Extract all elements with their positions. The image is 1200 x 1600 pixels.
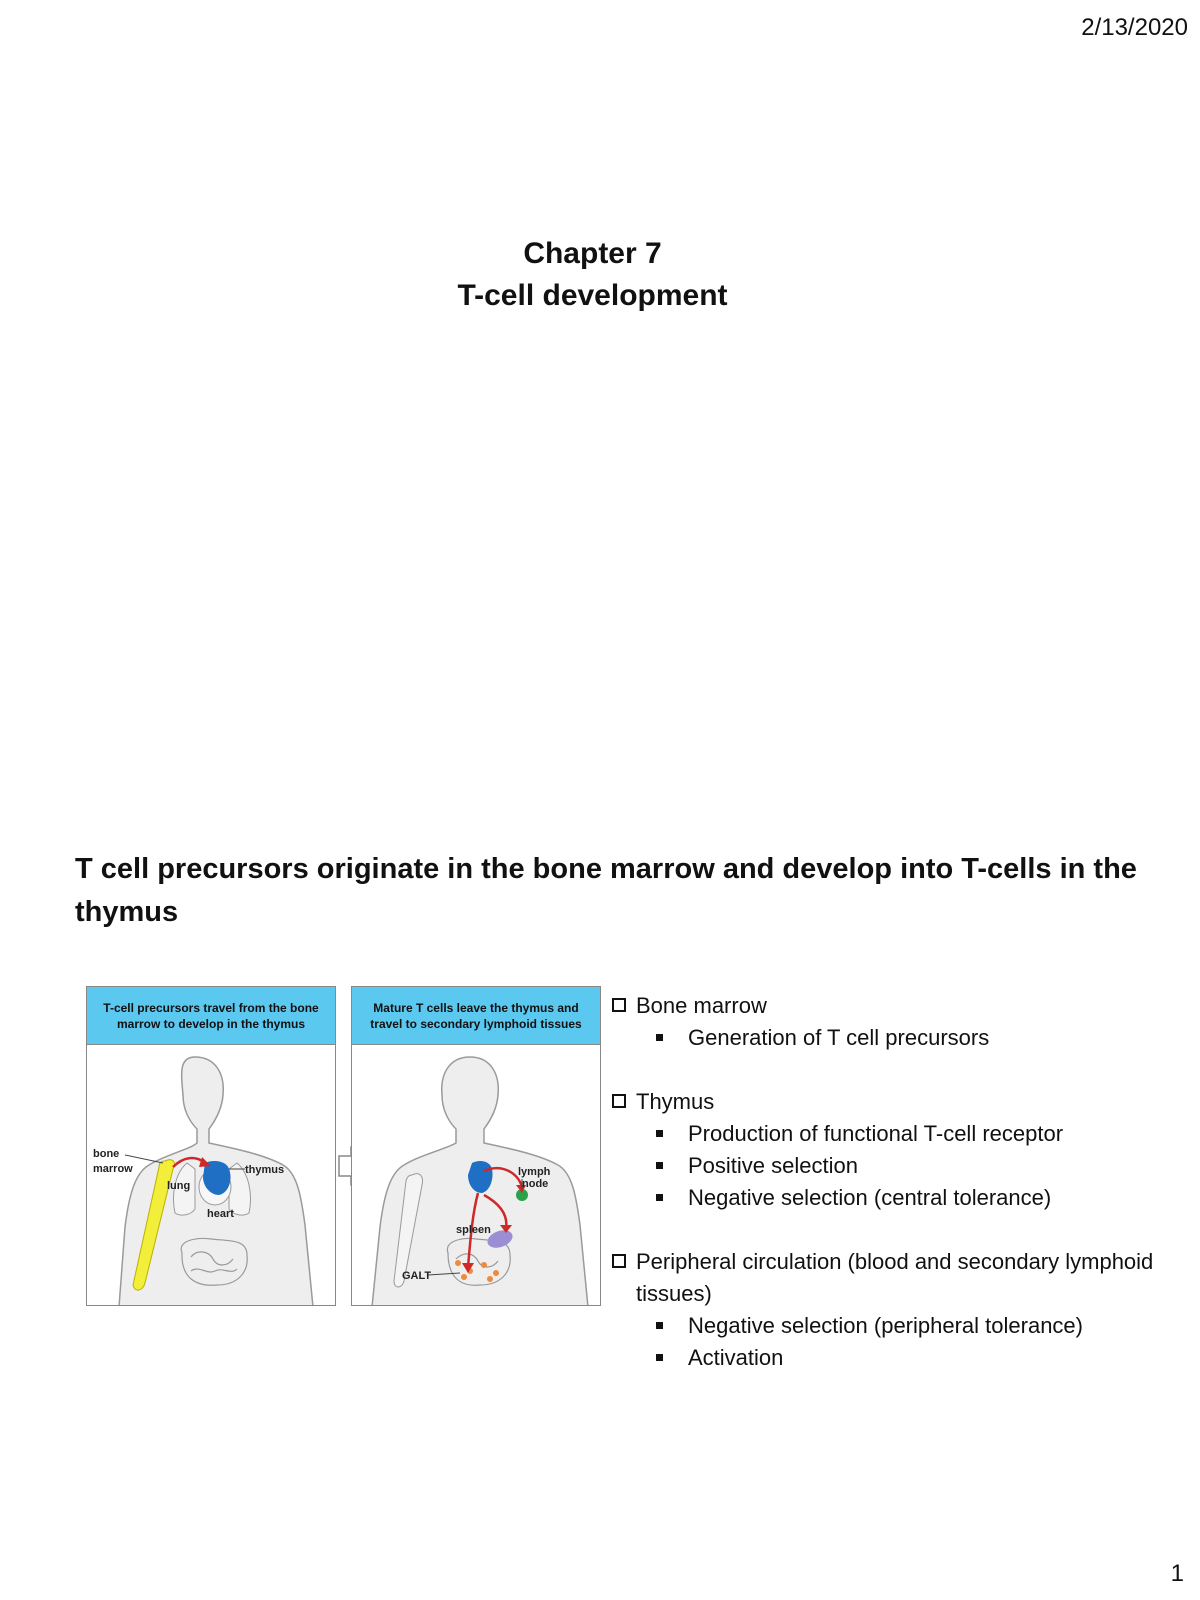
- sub-bullet: [612, 1022, 1192, 1054]
- label-thymus: thymus: [245, 1164, 285, 1176]
- label-spleen: spleen: [456, 1224, 491, 1236]
- body-diagram: [87, 1045, 336, 1306]
- slide1-title: [0, 233, 1185, 317]
- slide-date: 2/13/2020: [1081, 14, 1188, 41]
- slide2-title: T cell precursors originate in the bone marrow and develop into T-cells in the thymus: [75, 853, 1137, 928]
- label-bone: bone: [93, 1148, 120, 1160]
- bullet-group: [612, 1086, 1192, 1214]
- bullet-heading-text: Thymus: [636, 1089, 715, 1114]
- bullet-group: [612, 1246, 1192, 1374]
- bullet-heading-text: Peripheral circulation (blood and secondary lymphoid tissues): [636, 1249, 1154, 1306]
- label-marrow: marrow: [93, 1163, 133, 1175]
- sub-bullet-text: Negative selection (peripheral tolerance): [688, 1313, 1083, 1338]
- sub-bullet-text: Production of functional T-cell receptor: [688, 1121, 1064, 1146]
- page-number: 1: [1170, 1560, 1184, 1587]
- sub-bullet: [612, 1310, 1192, 1342]
- square-bullet-icon: [656, 1162, 663, 1169]
- checkbox-bullet-icon: [612, 998, 626, 1012]
- square-bullet-icon: [656, 1130, 663, 1137]
- figure-panel-mature-migration: [351, 986, 601, 1306]
- bullet-heading: [612, 1246, 1192, 1310]
- sub-bullet: [612, 1118, 1192, 1150]
- sub-bullet: [612, 1182, 1192, 1214]
- square-bullet-icon: [656, 1322, 663, 1329]
- label-galt: GALT: [402, 1270, 432, 1282]
- sub-bullet-text: Negative selection (central tolerance): [688, 1185, 1052, 1210]
- bullet-heading: [612, 990, 1192, 1022]
- checkbox-bullet-icon: [612, 1254, 626, 1268]
- label-node: node: [522, 1178, 549, 1190]
- bullet-group: [612, 990, 1192, 1054]
- sub-bullet-text: Generation of T cell precursors: [688, 1025, 990, 1050]
- body-diagram: [352, 1045, 601, 1306]
- square-bullet-icon: [656, 1034, 663, 1041]
- bullet-list: [612, 990, 1192, 1406]
- bullet-heading-text: Bone marrow: [636, 993, 767, 1018]
- label-heart: heart: [207, 1208, 234, 1220]
- panel-header: Mature T cells leave the thymus and travel to secondary lymphoid tissues: [352, 987, 600, 1045]
- square-bullet-icon: [656, 1354, 663, 1361]
- chapter-label: Chapter 7: [523, 237, 662, 270]
- label-lymph: lymph: [518, 1166, 551, 1178]
- sub-bullet-text: Positive selection: [688, 1153, 858, 1178]
- sub-bullet: [612, 1150, 1192, 1182]
- figure-panel-precursor-migration: [86, 986, 336, 1306]
- square-bullet-icon: [656, 1194, 663, 1201]
- sub-bullet: [612, 1342, 1192, 1374]
- bullet-heading: [612, 1086, 1192, 1118]
- chapter-topic: T-cell development: [457, 279, 728, 312]
- label-lung: lung: [167, 1180, 191, 1192]
- sub-bullet-text: Activation: [688, 1345, 784, 1370]
- panel-header: T-cell precursors travel from the bone marrow to develop in the thymus: [87, 987, 335, 1045]
- checkbox-bullet-icon: [612, 1094, 626, 1108]
